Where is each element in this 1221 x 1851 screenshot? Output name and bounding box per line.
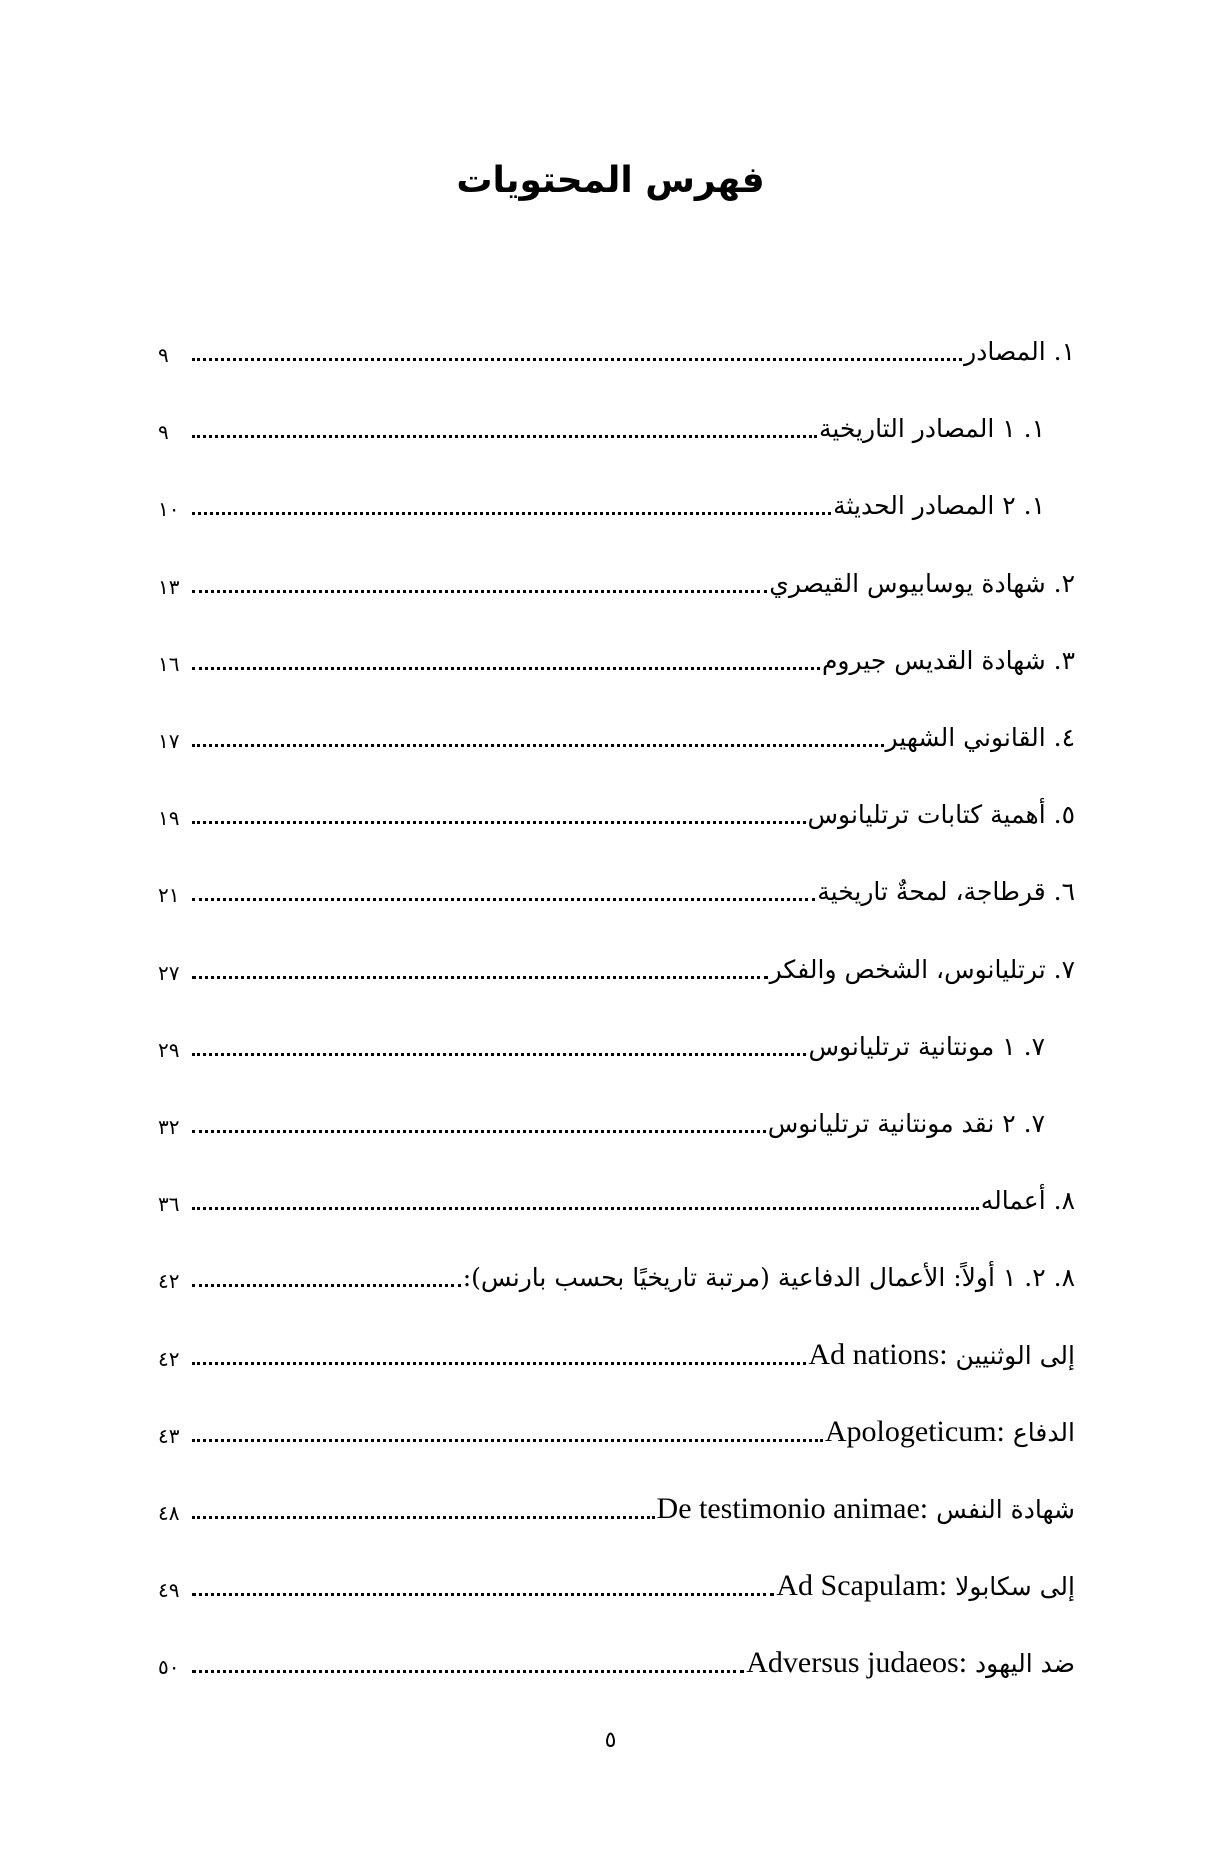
toc-entry[interactable] <box>158 1478 1075 1528</box>
toc-entry-title <box>766 1106 1045 1142</box>
toc-entry-page: ١٧ <box>158 729 180 753</box>
dot-leader <box>192 1593 774 1596</box>
toc-entry[interactable] <box>158 706 1075 756</box>
toc-entry-page: ٣٢ <box>158 1115 180 1139</box>
toc-entry-arabic: إلى سكابولا <box>955 1572 1075 1602</box>
toc-entry-page: ١٦ <box>158 651 180 676</box>
dot-leader <box>192 1130 766 1133</box>
toc-entry[interactable] <box>158 860 1075 910</box>
toc-entry-arabic: ٨. ٢. ١ أولاً: الأعمال الدفاعية (مرتبة تاريخيًا بحسب بارنس): <box>462 1263 1075 1293</box>
toc-entry-arabic: ٢. شهادة يوسابيوس القيصري <box>769 568 1075 598</box>
toc-entry[interactable] <box>158 1015 1045 1065</box>
toc-entry-arabic: ضد اليهود <box>975 1649 1075 1679</box>
toc-entry-arabic: الدفاع <box>1012 1417 1075 1447</box>
toc-entry-title <box>461 1260 1075 1296</box>
toc-entry-arabic: ٣. شهادة القديس جيروم <box>821 645 1075 675</box>
toc-entry-title <box>768 952 1075 988</box>
dot-leader <box>192 512 831 515</box>
dot-leader <box>192 1516 655 1519</box>
toc-entry-latin: Ad Scapulam: <box>776 1569 948 1603</box>
toc-entry-page: ١٠ <box>158 497 180 522</box>
toc-entry-arabic: ٥. أهمية كتابات ترتليانوس <box>807 800 1075 830</box>
toc-entry[interactable] <box>158 783 1075 833</box>
page-title: فهرس المحتويات <box>456 160 765 201</box>
toc-entry-page: ٢٩ <box>158 1037 180 1062</box>
page-number: ٥ <box>604 1728 617 1753</box>
toc-entry-page: ١٣ <box>158 574 180 599</box>
dot-leader <box>192 435 817 438</box>
toc-entry[interactable] <box>158 1324 1075 1374</box>
toc-entry-latin: Ad nations: <box>808 1337 948 1371</box>
dot-leader <box>192 1670 744 1673</box>
toc-entry-title <box>884 720 1076 756</box>
toc-entry-page: ٤٩ <box>158 1578 180 1603</box>
toc-entry[interactable] <box>158 474 1045 524</box>
toc-entry-title <box>806 1029 1045 1065</box>
toc-entry-title <box>815 874 1075 910</box>
toc-entry-title <box>820 643 1075 679</box>
toc-entry[interactable] <box>158 629 1075 679</box>
toc-entry-arabic: ٧. ١ مونتانية ترتليانوس <box>808 1031 1045 1061</box>
toc-entry-page: ٤٣ <box>158 1423 180 1448</box>
toc-entry-title <box>823 1414 1075 1451</box>
dot-leader <box>192 590 767 593</box>
toc-entry-arabic: إلى الوثنيين <box>955 1340 1075 1370</box>
toc-entry[interactable] <box>158 320 1075 370</box>
toc-entry[interactable] <box>158 1555 1075 1605</box>
toc-entry-arabic: ١. ١ المصادر التاريخية <box>818 414 1045 444</box>
toc-entry-page: ٤٢ <box>158 1346 180 1371</box>
dot-leader <box>192 976 768 979</box>
dot-leader <box>192 1207 979 1210</box>
toc-entry-arabic: ٧. ترتليانوس، الشخص والفكر <box>769 954 1075 984</box>
toc-entry-title <box>774 1568 1075 1605</box>
toc-entry-page: ٥٠ <box>158 1655 180 1680</box>
toc-entry[interactable] <box>158 1246 1075 1296</box>
dot-leader <box>192 1053 806 1056</box>
toc-entry-page: ٢٧ <box>158 960 180 985</box>
toc-entry-title <box>831 488 1045 524</box>
toc-entry-page: ٩ <box>158 343 169 367</box>
toc-entry-page: ٣٦ <box>158 1192 180 1217</box>
toc-entry-title <box>962 334 1075 370</box>
toc-entry-arabic: ٦. قرطاجة، لمحةٌ تاريخية <box>817 877 1075 907</box>
toc-entry[interactable] <box>158 397 1045 447</box>
toc-entry[interactable] <box>158 1401 1075 1451</box>
toc-entry-latin: Adversus judaeos: <box>746 1646 968 1680</box>
dot-leader <box>192 1284 461 1287</box>
toc-entry[interactable] <box>158 1632 1075 1682</box>
toc-entry-page: ١٩ <box>158 806 180 831</box>
toc-entry-arabic: ٤. القانوني الشهير <box>885 723 1075 752</box>
toc-entry[interactable] <box>158 1169 1075 1219</box>
toc-entry-title <box>817 411 1045 447</box>
dot-leader <box>192 744 884 747</box>
dot-leader <box>192 1439 823 1442</box>
dot-leader <box>192 358 962 361</box>
toc-entry-title <box>767 566 1075 602</box>
toc-entry-arabic: ٨. أعماله <box>980 1186 1075 1216</box>
toc-entry[interactable] <box>158 1092 1045 1142</box>
dot-leader <box>192 898 815 901</box>
dot-leader <box>192 821 806 824</box>
toc-entry-latin: De testimonio animae: <box>656 1492 929 1525</box>
toc-entry-title <box>979 1183 1075 1219</box>
toc-entry-page: ٤٨ <box>158 1501 180 1525</box>
toc-entry-arabic: ١. المصادر <box>964 337 1075 366</box>
toc-entry-arabic: شهادة النفس <box>936 1495 1075 1524</box>
toc-entry-latin: Apologeticum: <box>824 1414 1005 1448</box>
dot-leader <box>192 1362 806 1365</box>
toc-entry-title <box>806 1337 1075 1374</box>
toc-entry-title <box>744 1645 1075 1682</box>
dot-leader <box>192 667 820 670</box>
toc-entry-arabic: ١. ٢ المصادر الحديثة <box>833 491 1045 521</box>
toc-entry-title <box>655 1491 1075 1528</box>
toc-entry-page: ٩ <box>158 420 169 445</box>
toc-entry-page: ٢١ <box>158 883 180 908</box>
toc-entry-page: ٤٢ <box>158 1269 180 1294</box>
toc-entry-arabic: ٧. ٢ نقد مونتانية ترتليانوس <box>767 1109 1045 1138</box>
toc-entry-title <box>806 797 1075 833</box>
toc-entry[interactable] <box>158 938 1075 988</box>
toc-entry[interactable] <box>158 552 1075 602</box>
